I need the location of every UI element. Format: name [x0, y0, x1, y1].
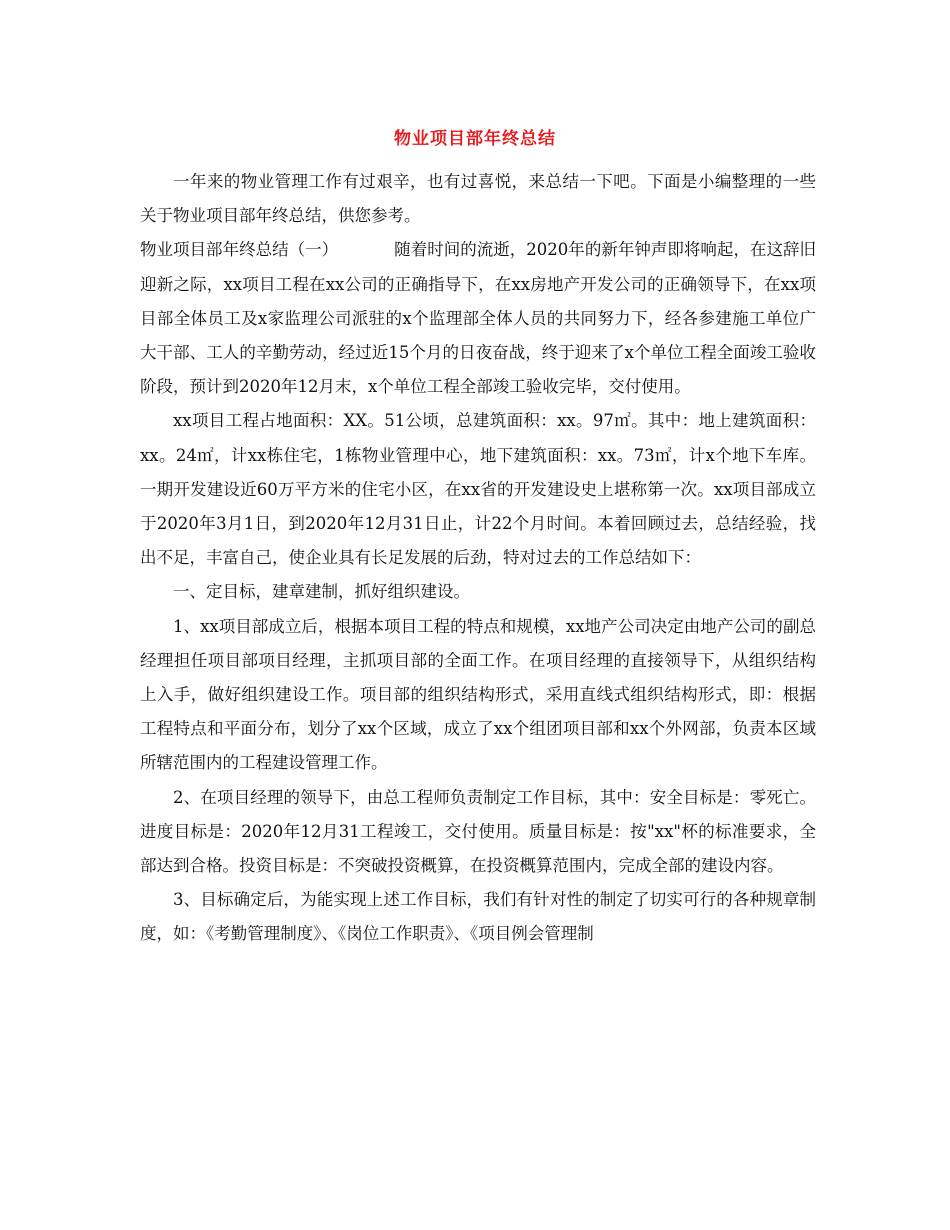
paragraph-1: 随着时间的流逝，2020年的新年钟声即将响起，在这辞旧迎新之际，xx项目工程在xx公司的正确指导下，在xx房地产开发公司的正确领导下，在xx项目部全体员工及x家监理公司派驻的x个监理部全体人员的共同努力下，经各参建施工单位广大干部、工人的辛勤劳动，经过近15个月的日夜奋战，终于迎来了x个单位工程全面竣工验收阶段，预计到2020年12月末，x个单位工程全部竣工验收完毕，交付使用。	[140, 240, 816, 397]
document-body	[140, 165, 816, 952]
item-2: 2、在项目经理的领导下，由总工程师负责制定工作目标，其中：安全目标是：零死亡。进度目标是：2020年12月31工程竣工，交付使用。质量目标是：按"xx"杯的标准要求，全部达到合格。投资目标是：不突破投资概算，在投资概算范围内，完成全部的建设内容。	[140, 787, 816, 876]
intro-paragraph: 一年来的物业管理工作有过艰辛，也有过喜悦，来总结一下吧。下面是小编整理的一些关于物业项目部年终总结，供您参考。	[140, 172, 816, 226]
item-3: 3、目标确定后，为能实现上述工作目标，我们有针对性的制定了切实可行的各种规章制度，如：《考勤管理制度》、《岗位工作职责》、《项目例会管理制	[140, 890, 816, 944]
section-heading: 物业项目部年终总结（一）	[140, 240, 339, 260]
heading-1: 一、定目标，建章建制，抓好组织建设。	[173, 582, 470, 602]
item-1: 1、xx项目部成立后，根据本项目工程的特点和规模，xx地产公司决定由地产公司的副总经理担任项目部项目经理，主抓项目部的全面工作。在项目经理的直接领导下，从组织结构上入手，做好组织建设工作。项目部的组织结构形式，采用直线式组织结构形式，即：根据工程特点和平面分布，划分了xx个区域，成立了xx个组团项目部和xx个外网部，负责本区域所辖范围内的工程建设管理工作。	[140, 616, 816, 773]
section-paragraph	[140, 233, 816, 404]
paragraph-2: xx项目工程占地面积：XX。51公顷，总建筑面积：xx。97㎡。其中：地上建筑面积：xx。24㎡，计xx栋住宅，1栋物业管理中心，地下建筑面积：xx。73㎡，计x个地下车库。一期开发建设近60万平方米的住宅小区，在xx省的开发建设史上堪称第一次。xx项目部成立于2020年3月1日，到2020年12月31日止，计22个月时间。本着回顾过去，总结经验，找出不足，丰富自己，使企业具有长足发展的后劲，特对过去的工作总结如下：	[140, 411, 816, 568]
document-title: 物业项目部年终总结	[394, 129, 556, 149]
